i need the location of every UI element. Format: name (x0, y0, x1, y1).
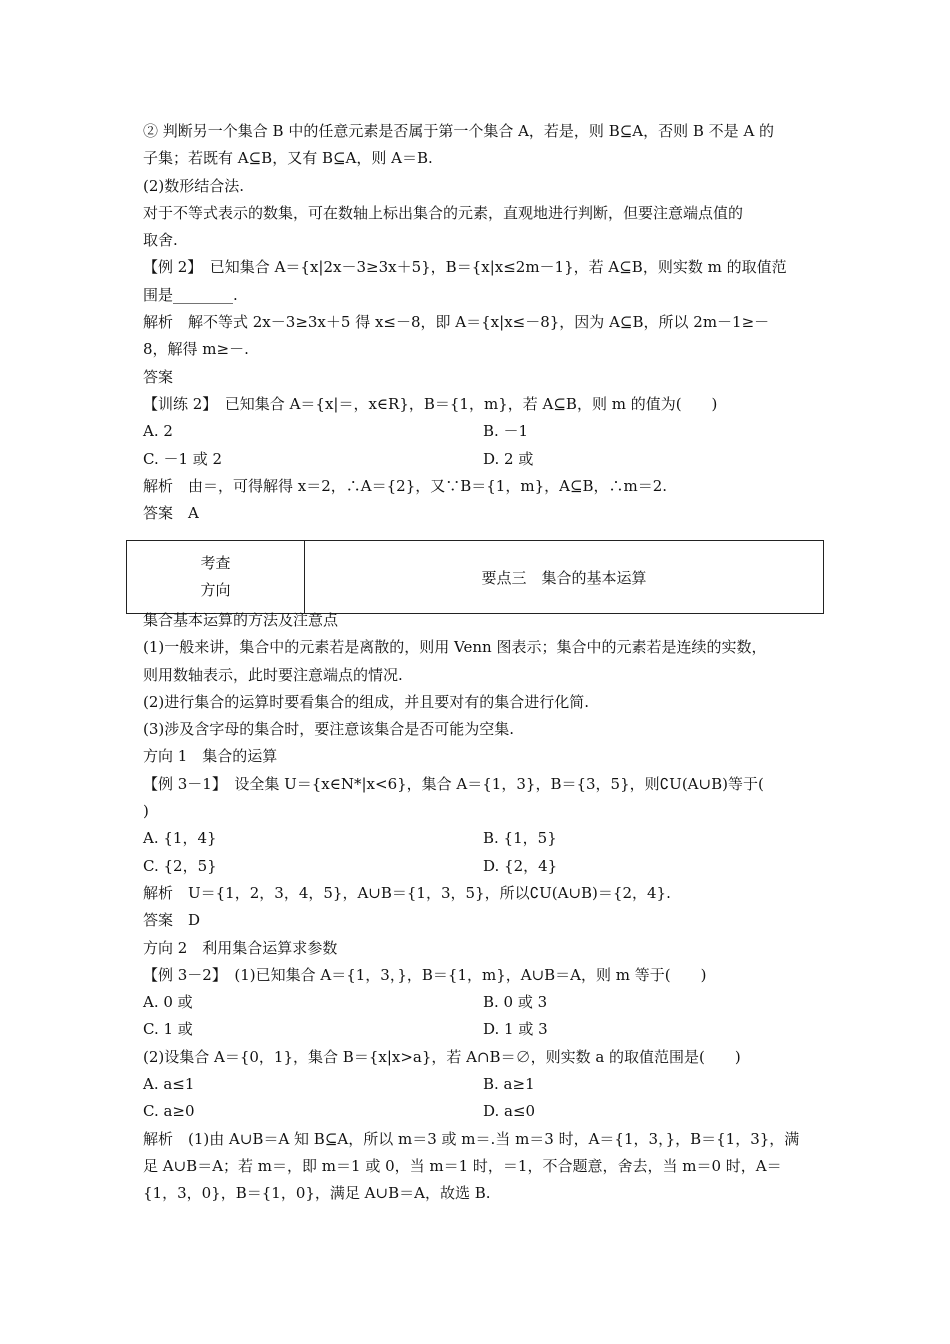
solution-line: 8，解得 m≥－. (143, 340, 249, 359)
text-line: 对于不等式表示的数集，可在数轴上标出集合的元素，直观地进行判断，但要注意端点值的 (143, 203, 744, 222)
example-3-2-heading: 【例 3－2】 (1)已知集合 A＝{1，3，}，B＝{1，m}，A∪B＝A，则 m 等于( ) (143, 965, 707, 984)
table-label-cell (127, 541, 305, 614)
example-2-heading: 【例 2】 已知集合 A＝{x|2x－3≥3x＋5}，B＝{x|x≤2m－1}，若 A⊆B，则实数 m 的取值范 (143, 258, 787, 277)
text-line: (2)数形结合法. (143, 176, 245, 195)
direction-heading: 方向 2 利用集合运算求参数 (143, 938, 338, 957)
option-d: D. 2 或 (483, 449, 534, 468)
option-c: C. －1 或 2 (143, 449, 223, 468)
text-line: (2)设集合 A＝{0，1}，集合 B＝{x|x>a}，若 A∩B＝∅，则实数 a 的取值范围是( ) (143, 1047, 741, 1066)
option-a: A. 2 (143, 422, 173, 441)
option-c: C. a≥0 (143, 1102, 195, 1121)
option-b: B. －1 (483, 422, 529, 441)
option-row (143, 1071, 823, 1098)
option-d: D. a≤0 (483, 1102, 536, 1121)
text-line: ② 判断另一个集合 B 中的任意元素是否属于第一个集合 A，若是，则 B⊆A，否则 B 不是 A 的 (143, 122, 775, 140)
answer-line: 答案 A (143, 504, 199, 523)
option-a: A. 0 或 (143, 993, 193, 1012)
text-line: 则用数轴表示，此时要注意端点的情况. (143, 665, 403, 684)
solution-line: {1，3，0}，B＝{1，0}，满足 A∪B＝A，故选 B. (143, 1184, 491, 1203)
text-line: 子集；若既有 A⊆B，又有 B⊆A，则 A＝B. (143, 149, 433, 168)
section-title: 集合基本运算的方法及注意点 (143, 611, 339, 629)
option-d: D. {2，4} (483, 856, 558, 875)
text-line: 取舍. (143, 231, 178, 250)
option-row (143, 853, 823, 880)
option-row (143, 418, 823, 445)
answer-line: 答案 D (143, 911, 201, 930)
text-line: (3)涉及含字母的集合时，要注意该集合是否可能为空集. (143, 720, 515, 739)
solution-line: 解析 解不等式 2x－3≥3x＋5 得 x≤－8，即 A＝{x|x≤－8}，因为 A⊆B，所以 2m－1≥－ (143, 313, 770, 332)
direction-heading: 方向 1 集合的运算 (143, 747, 278, 766)
option-row (143, 1016, 823, 1043)
option-c: C. 1 或 (143, 1020, 193, 1039)
solution-line: 解析 由＝，可得解得 x＝2，∴A＝{2}，又∵B＝{1，m}，A⊆B，∴m＝2. (143, 476, 668, 495)
solution-line: 解析 (1)由 A∪B＝A 知 B⊆A，所以 m＝3 或 m＝.当 m＝3 时，A＝{1，3，}，B＝{1，3}，满 (143, 1129, 800, 1148)
option-b: B. a≥1 (483, 1075, 535, 1094)
example-3-1-heading: 【例 3－1】 设全集 U＝{x∈N*|x<6}，集合 A＝{1，3}，B＝{3，5}，则∁U(A∪B)等于( (143, 774, 764, 793)
option-b: B. 0 或 3 (483, 993, 548, 1012)
topic-table (126, 540, 824, 614)
option-row (143, 989, 823, 1016)
text-line: ) (143, 802, 149, 821)
option-a: A. {1，4} (143, 829, 217, 848)
table-topic-cell: 要点三 集合的基本运算 (305, 541, 824, 614)
text-line: 围是________. (143, 285, 238, 304)
option-row (143, 825, 823, 852)
text-line: (2)进行集合的运算时要看集合的组成，并且要对有的集合进行化简. (143, 692, 590, 711)
option-a: A. a≤1 (143, 1075, 195, 1094)
solution-line: 足 A∪B＝A；若 m＝，即 m＝1 或 0，当 m＝1 时，＝1，不合题意，舍去，当 m＝0 时，A＝ (143, 1156, 782, 1175)
solution-line: 解析 U＝{1，2，3，4，5}，A∪B＝{1，3，5}，所以∁U(A∪B)＝{2，4}. (143, 883, 671, 902)
option-b: B. {1，5} (483, 829, 557, 848)
option-c: C. {2，5} (143, 856, 217, 875)
option-row (143, 446, 823, 473)
table-label-line: 方向 (200, 581, 231, 599)
answer-line: 答案 (143, 367, 174, 386)
training-2-heading: 【训练 2】 已知集合 A＝{x|＝，x∈R}，B＝{1，m}，若 A⊆B，则 m 的值为( ) (143, 394, 718, 413)
text-line: (1)一般来讲，集合中的元素若是离散的，则用 Venn 图表示；集合中的元素若是连续的实数， (143, 638, 767, 657)
page-top (143, 118, 823, 527)
option-row (143, 1098, 823, 1125)
option-d: D. 1 或 3 (483, 1020, 548, 1039)
table-label-line: 考查 (200, 554, 231, 572)
page-bottom (143, 607, 823, 1208)
